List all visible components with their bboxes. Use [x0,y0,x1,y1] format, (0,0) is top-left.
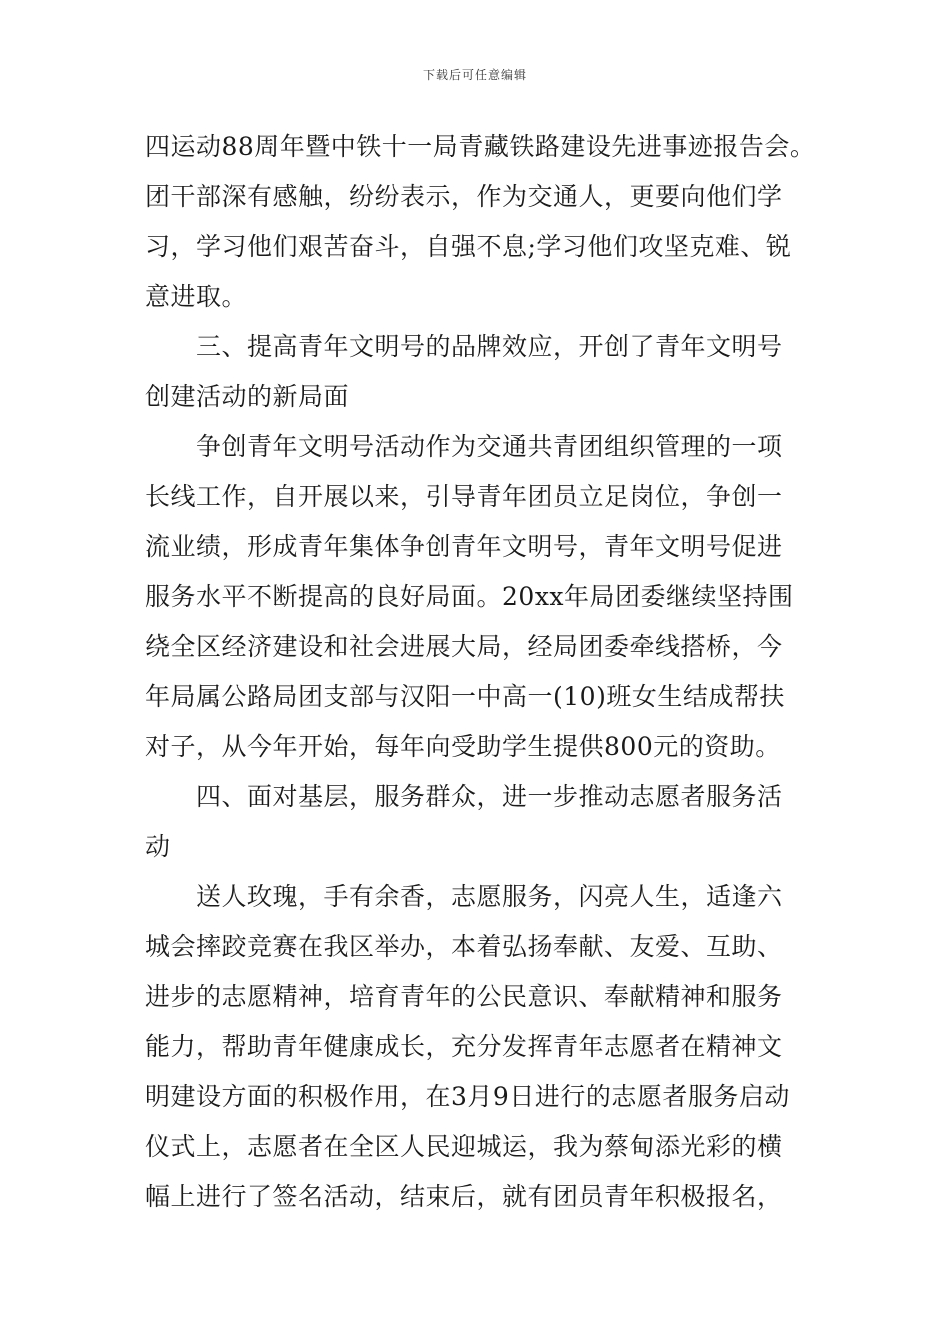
page-header: 下载后可任意编辑 [422,68,527,82]
text-line: 服务水平不断提高的良好局面。20xx年局团委继续坚持围 [145,582,794,611]
text-line: 进步的志愿精神，培育青年的公民意识、奉献精神和服务 [145,982,783,1011]
text-line: 明建设方面的积极作用，在3月9日进行的志愿者服务启动 [145,1082,790,1111]
text-line: 城会摔跤竞赛在我区举办，本着弘扬奉献、友爱、互助、 [145,932,783,961]
text-line: 能力，帮助青年健康成长，充分发挥青年志愿者在精神文 [145,1032,783,1061]
text-line: 意进取。 [145,282,248,311]
text-line: 流业绩，形成青年集体争创青年文明号，青年文明号促进 [145,532,783,561]
text-line: 幅上进行了签名活动，结束后，就有团员青年积极报名， [145,1182,783,1211]
text-line: 仪式上，志愿者在全区人民迎城运，我为蔡甸添光彩的横 [145,1132,783,1161]
section-heading-line: 四、面对基层，服务群众，进一步推动志愿者服务活 [145,782,783,811]
text-line: 四运动88周年暨中铁十一局青藏铁路建设先进事迹报告会。 [145,132,816,161]
text-line: 长线工作，自开展以来，引导青年团员立足岗位，争创一 [145,482,783,511]
text-line: 送人玫瑰，手有余香，志愿服务，闪亮人生，适逢六 [145,882,783,911]
section-heading-line: 动 [145,832,171,861]
text-line: 习，学习他们艰苦奋斗，自强不息;学习他们攻坚克难、锐 [145,232,792,261]
text-line: 年局属公路局团支部与汉阳一中高一(10)班女生结成帮扶 [145,682,785,711]
text-line: 争创青年文明号活动作为交通共青团组织管理的一项 [145,432,783,461]
text-line: 团干部深有感触，纷纷表示，作为交通人，更要向他们学 [145,182,783,211]
section-heading-line: 三、提高青年文明号的品牌效应，开创了青年文明号 [145,332,783,361]
document-body [145,122,816,1222]
text-line: 对子，从今年开始，每年向受助学生提供800元的资助。 [145,732,781,761]
text-line: 绕全区经济建设和社会进展大局，经局团委牵线搭桥，今 [145,632,783,661]
section-heading-line: 创建活动的新局面 [145,382,350,411]
